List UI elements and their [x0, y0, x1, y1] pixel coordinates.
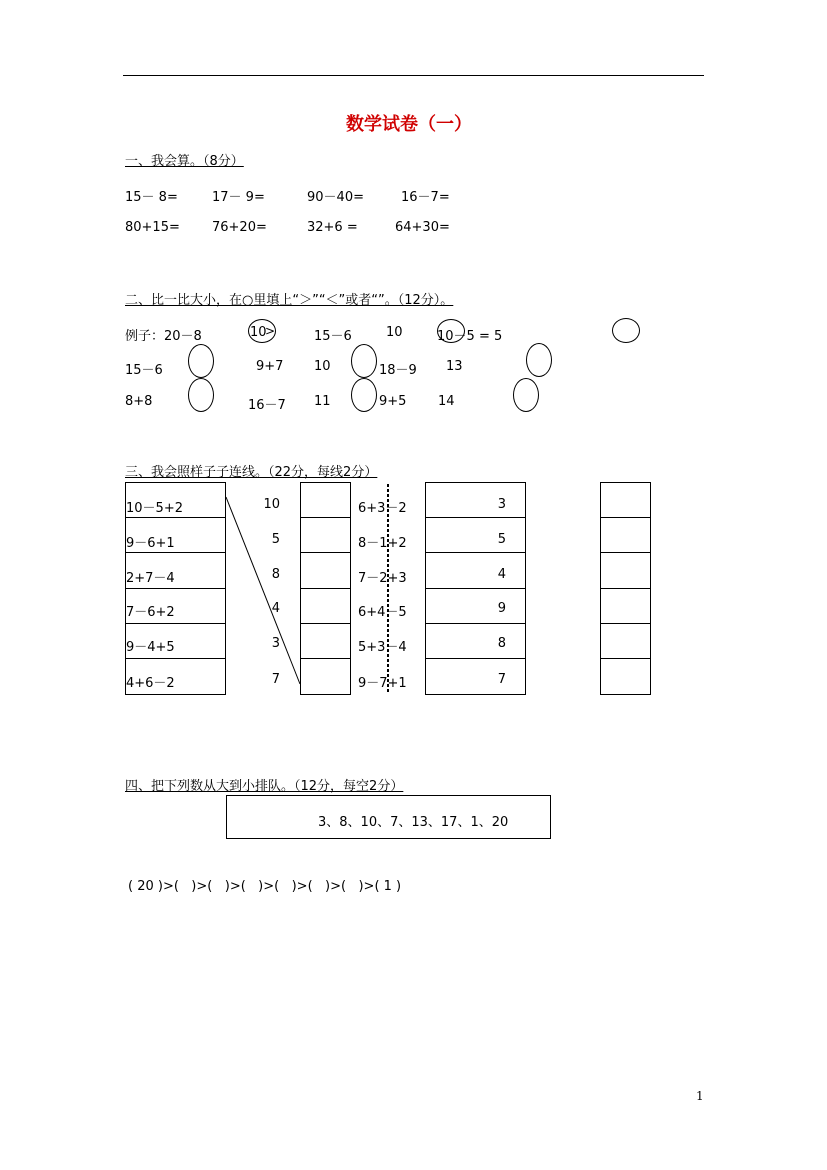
- problem: 32+6 =: [307, 220, 358, 235]
- compare-value: 14: [438, 394, 455, 409]
- right-number: 4: [497, 567, 506, 582]
- compare-value: 13: [446, 359, 463, 374]
- right-expr: 7－2+3: [358, 571, 407, 586]
- left-number: 3: [271, 636, 280, 651]
- page-title: 数学试卷（一）: [346, 114, 472, 135]
- left-expr: 9－6+1: [126, 536, 175, 551]
- left-number: 5: [271, 532, 280, 547]
- left-number: 7: [271, 672, 280, 687]
- right-expr: 8－1+2: [358, 536, 407, 551]
- example-value: 10: [250, 325, 267, 340]
- left-expr: 10－5+2: [126, 501, 183, 516]
- problem: 15－ 8=: [125, 190, 178, 205]
- compare-expr: 8+8: [125, 394, 153, 409]
- problem: 90－40=: [307, 190, 364, 205]
- problem: 17－ 9=: [212, 190, 265, 205]
- left-number: 10: [263, 497, 280, 512]
- left-expr: 9－4+5: [126, 640, 175, 655]
- left-expr: 7－6+2: [126, 605, 175, 620]
- number-list: 3、8、10、7、13、17、1、20: [318, 815, 509, 830]
- right-expr: 6+4－5: [358, 605, 407, 620]
- compare-value: 10: [386, 325, 403, 340]
- problem: 80+15=: [125, 220, 180, 235]
- compare-value: 10: [314, 359, 331, 374]
- right-number: 5: [497, 532, 506, 547]
- compare-expr: 9+5: [379, 394, 407, 409]
- sample-connect-line: [226, 497, 300, 684]
- page-number: 1: [696, 1089, 704, 1103]
- compare-expr: 15－6: [125, 363, 163, 378]
- problem: 16－7=: [401, 190, 450, 205]
- left-expr: 2+7－4: [126, 571, 175, 586]
- example-label: 例子：20－8: [125, 329, 202, 344]
- compare-expr: 15－6: [314, 329, 352, 344]
- ordering-answer-line[interactable]: ( 20 )>( )>( )>( )>( )>( )>( )>( 1 ): [128, 879, 402, 894]
- section2-heading: 二、比一比大小，在○里填上“＞”“＜”或者“”。（12分）。: [125, 293, 454, 308]
- right-expr: 6+3－2: [358, 501, 407, 516]
- compare-value: 11: [314, 394, 331, 409]
- left-number: 8: [271, 567, 280, 582]
- greater-sign-icon: >: [265, 324, 276, 338]
- problem: 76+20=: [212, 220, 267, 235]
- right-number: 7: [497, 672, 506, 687]
- right-number: 9: [497, 601, 506, 616]
- compare-expr: 10－5 = 5: [437, 329, 503, 344]
- problem: 64+30=: [395, 220, 450, 235]
- section4-heading: 四、把下列数从大到小排队。（12分，每空2分）: [125, 779, 404, 794]
- right-number: 3: [497, 497, 506, 512]
- compare-expr: 9+7: [256, 359, 284, 374]
- compare-expr: 16－7: [248, 398, 286, 413]
- right-expr: 5+3－4: [358, 640, 407, 655]
- section1-heading: 一、我会算。（8分）: [125, 154, 244, 169]
- section3-heading: 三、我会照样子子连线。（22分，每线2分）: [125, 465, 378, 480]
- left-expr: 4+6－2: [126, 676, 175, 691]
- compare-expr: 18－9: [379, 363, 417, 378]
- left-number: 4: [271, 601, 280, 616]
- right-number: 8: [497, 636, 506, 651]
- right-expr: 9－7+1: [358, 676, 407, 691]
